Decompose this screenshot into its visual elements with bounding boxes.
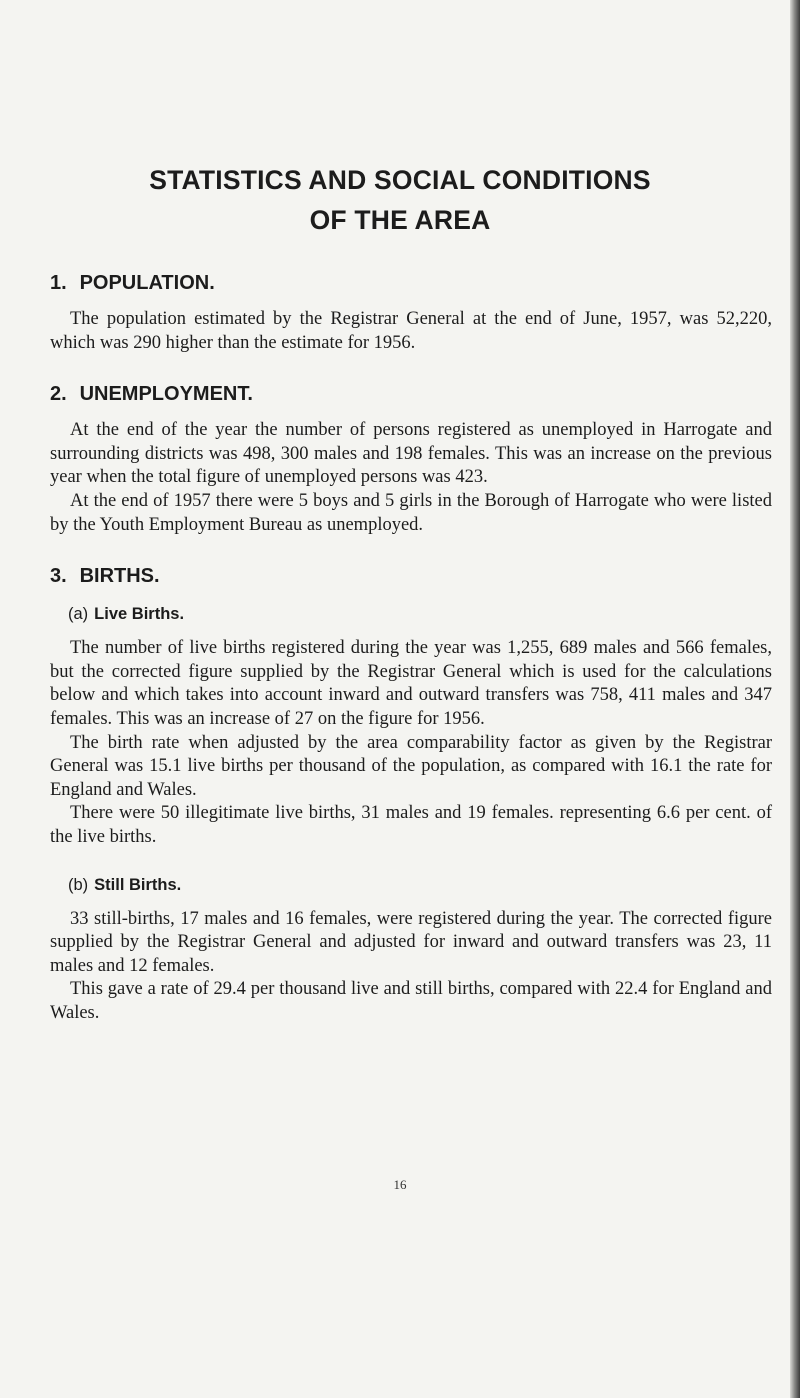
section-title: POPULATION.: [79, 272, 215, 294]
subsection-label: (b): [68, 875, 89, 894]
subsection-label: (a): [68, 605, 89, 624]
paragraph: The birth rate when adjusted by the area comparability factor as given by the Registrar General was 15.1 live births per thousand of the population, as compared with 16.1 the rate for England and Wales.: [50, 732, 772, 800]
subsection-live-births: [50, 601, 772, 849]
section-number: 2.: [50, 383, 67, 406]
subsection-still-births: [50, 872, 772, 1026]
subsection-title: Still Births.: [94, 875, 182, 894]
subsection-heading: [68, 872, 772, 898]
page-title: [0, 160, 800, 240]
paragraph: There were 50 illegitimate live births, 31 males and 19 females. representing 6.6 per cent. of the live births.: [50, 803, 772, 847]
paragraph: At the end of 1957 there were 5 boys and 5 girls in the Borough of Harrogate who were listed by the Youth Employment Bureau as unemployed.: [50, 490, 772, 535]
section-heading: [50, 270, 772, 296]
section-unemployment: [50, 381, 772, 537]
paragraph: This gave a rate of 29.4 per thousand live and still births, compared with 22.4 for England and Wales.: [50, 979, 772, 1023]
subsection-title: Live Births.: [94, 605, 185, 624]
subsection-heading: [68, 601, 772, 627]
paragraph: At the end of the year the number of persons registered as unemployed in Harrogate and surrounding districts was 498, 300 males and 198 females. This was an increase on the previous year when the total figure of unemployed persons was 423.: [50, 420, 772, 488]
page-number: 16: [393, 1177, 407, 1192]
section-number: 1.: [50, 272, 67, 294]
section-heading: [50, 381, 772, 407]
paragraph: 33 still-births, 17 males and 16 females, were registered during the year. The corrected figure supplied by the Registrar General and adjusted for inward and outward transfers was 23, 11 males and 12 females.: [50, 908, 772, 976]
page-title-line-2: OF THE AREA: [309, 205, 491, 235]
section-births: [50, 563, 772, 1025]
section-title: UNEMPLOYMENT.: [79, 383, 253, 406]
section-heading: [50, 563, 772, 589]
paragraph: The population estimated by the Registrar General at the end of June, 1957, was 52,220, which was 290 higher than the estimate for 1956.: [50, 309, 772, 353]
paragraph: The number of live births registered during the year was 1,255, 689 males and 566 females, but the corrected figure supplied by the Registrar General which is used for the calculations below and which takes into account inward and outward transfers was 758, 411 males and 347 females. This was an increase of 27 on the figure for 1956.: [50, 638, 772, 729]
document-body: [50, 270, 772, 1051]
section-title: BIRTHS.: [79, 565, 160, 588]
section-population: [50, 270, 772, 355]
section-number: 3.: [50, 565, 67, 588]
page-title-line-1: STATISTICS AND SOCIAL CONDITIONS: [149, 165, 651, 195]
